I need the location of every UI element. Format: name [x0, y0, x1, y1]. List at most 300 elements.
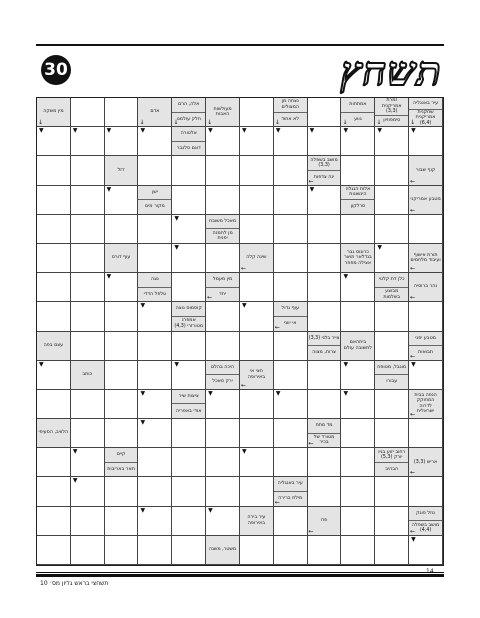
answer-cell[interactable]: [206, 302, 240, 331]
answer-cell[interactable]: [172, 419, 206, 448]
clue-text: קיים: [116, 452, 126, 458]
clue-cell: [274, 477, 308, 506]
answer-cell[interactable]: [240, 156, 274, 185]
answer-cell[interactable]: [375, 332, 409, 361]
answer-cell[interactable]: [341, 507, 375, 536]
answer-cell[interactable]: [138, 477, 172, 506]
puzzle-title: תשחץ: [340, 48, 442, 95]
answer-cell[interactable]: [409, 536, 443, 565]
answer-cell[interactable]: [37, 390, 71, 419]
clue-text: מטבע יפני: [415, 335, 436, 341]
answer-cell[interactable]: [206, 477, 240, 506]
answer-cell[interactable]: [375, 390, 409, 419]
clue-text: מין מעמל: [212, 277, 233, 283]
answer-cell[interactable]: [105, 390, 139, 419]
direction-arrow-icon: ▼: [309, 185, 315, 193]
footer-text: תשחצי בראש גליון מס׳ 10: [40, 580, 109, 587]
clue-text: נוזל פוגק: [416, 510, 435, 516]
direction-arrow-icon: ▼: [140, 506, 146, 514]
clue-text: מושב בשפלה (3,3): [310, 157, 338, 169]
clue-text: עוף גדול: [281, 306, 300, 312]
answer-cell[interactable]: [409, 127, 443, 156]
clue-cell: [341, 332, 375, 361]
answer-cell[interactable]: [172, 186, 206, 215]
clue-cell: [308, 332, 342, 361]
answer-cell[interactable]: [71, 302, 105, 331]
clue-text: מד מתח: [315, 423, 333, 429]
answer-cell[interactable]: [172, 244, 206, 273]
clue-direction-icon: ↓: [173, 119, 179, 127]
answer-cell[interactable]: [240, 477, 274, 506]
direction-arrow-icon: ▼: [411, 535, 416, 543]
answer-cell[interactable]: [240, 98, 274, 127]
clue-text: ביתהאם לתשובה עולם: [343, 340, 373, 351]
clue-cell: [206, 98, 240, 127]
answer-cell[interactable]: [240, 390, 274, 419]
answer-cell[interactable]: [37, 361, 71, 390]
answer-cell[interactable]: [341, 361, 375, 390]
direction-arrow-icon: ▼: [208, 506, 213, 514]
clue-cell: [240, 507, 274, 536]
direction-arrow-icon: ▼: [72, 477, 78, 485]
clue-text: אלה, הרם: [178, 102, 200, 108]
answer-cell[interactable]: [37, 273, 71, 302]
direction-arrow-icon: ▼: [174, 214, 179, 222]
clue-direction-icon: ←: [410, 177, 416, 185]
answer-cell[interactable]: [308, 273, 342, 302]
answer-cell[interactable]: [308, 302, 342, 331]
answer-cell[interactable]: [375, 215, 409, 244]
clue-cell: [409, 156, 443, 185]
answer-cell[interactable]: [375, 186, 409, 215]
clue-text: חצי אי באירופה: [247, 369, 265, 380]
footer-rule-thick: [36, 574, 444, 577]
answer-cell[interactable]: [138, 536, 172, 565]
direction-arrow-icon: ▼: [275, 389, 281, 397]
answer-cell[interactable]: [341, 273, 375, 302]
answer-cell[interactable]: [375, 244, 409, 273]
clue-text: עיר באנגליה: [277, 481, 303, 487]
answer-cell[interactable]: [409, 419, 443, 448]
clue-text: מבוצע בשלמות: [375, 287, 408, 302]
clue-text: מוגבל, מטופח: [377, 364, 407, 370]
answer-cell[interactable]: [138, 419, 172, 448]
clue-direction-icon: ←: [240, 381, 247, 389]
clue-cell: [409, 186, 443, 215]
clue-text: גווע: [341, 112, 374, 127]
answer-cell[interactable]: [105, 186, 139, 215]
clue-cell: [105, 244, 139, 273]
answer-cell[interactable]: [138, 507, 172, 536]
answer-cell[interactable]: [206, 186, 240, 215]
answer-cell[interactable]: [409, 302, 443, 331]
direction-arrow-icon: ▼: [275, 127, 281, 135]
answer-cell[interactable]: [37, 448, 71, 477]
answer-cell[interactable]: [37, 156, 71, 185]
answer-cell[interactable]: [308, 361, 342, 390]
clue-cell: [308, 507, 342, 536]
answer-cell[interactable]: [274, 419, 308, 448]
answer-cell[interactable]: [240, 215, 274, 244]
answer-cell[interactable]: [105, 98, 139, 127]
clue-text: שינה קלה: [246, 255, 267, 261]
answer-cell[interactable]: [240, 332, 274, 361]
clue-text: חלק עולמנו: [172, 112, 205, 127]
clue-text: צרות, מצוה: [308, 345, 341, 360]
clue-text: סרלקון: [341, 199, 374, 214]
clue-cell: [409, 98, 443, 127]
clue-text: תורת אישוף ועיבוד מלחמים: [410, 252, 441, 264]
clue-direction-icon: ←: [410, 411, 416, 419]
clue-direction-icon: ↓: [410, 119, 416, 127]
clue-text: מאכל משובח: [209, 218, 237, 224]
clue-direction-icon: ←: [410, 469, 416, 477]
clue-cell: [37, 332, 71, 361]
answer-cell[interactable]: [240, 448, 274, 477]
answer-cell[interactable]: [308, 127, 342, 156]
clue-cell: [409, 273, 443, 302]
clue-direction-icon: ↓: [342, 119, 348, 127]
clue-direction-icon: ↓: [274, 119, 280, 127]
page-number: 14: [426, 568, 434, 575]
answer-cell[interactable]: [375, 302, 409, 331]
clue-cell: [375, 98, 409, 127]
answer-cell[interactable]: [240, 186, 274, 215]
clue-cell: [375, 448, 409, 477]
clue-text: אלות הנגלה הינשונות: [345, 186, 371, 198]
direction-arrow-icon: ▼: [377, 127, 382, 135]
answer-cell[interactable]: [37, 477, 71, 506]
answer-cell[interactable]: [138, 156, 172, 185]
clue-cell: [341, 244, 375, 273]
direction-arrow-icon: ▼: [377, 243, 382, 251]
clue-direction-icon: ↓: [376, 119, 382, 127]
clue-text: מטבע אמריקני: [410, 196, 441, 202]
clue-text: זמרת אמריקנית (3,3): [381, 98, 402, 115]
clue-cell: [409, 390, 443, 419]
clue-text: ישן: [152, 189, 158, 195]
direction-arrow-icon: ▼: [174, 243, 179, 251]
clue-cell: [375, 361, 409, 390]
answer-cell[interactable]: [71, 215, 105, 244]
answer-cell[interactable]: [274, 127, 308, 156]
direction-arrow-icon: ▼: [411, 360, 416, 368]
direction-arrow-icon: ▼: [174, 360, 179, 368]
answer-cell[interactable]: [308, 390, 342, 419]
answer-cell[interactable]: [240, 419, 274, 448]
answer-cell[interactable]: [341, 215, 375, 244]
clue-cell: [206, 361, 240, 390]
answer-cell[interactable]: [71, 127, 105, 156]
answer-cell[interactable]: [308, 448, 342, 477]
answer-cell[interactable]: [172, 332, 206, 361]
clue-cell: [409, 448, 443, 477]
answer-cell[interactable]: [37, 215, 71, 244]
clue-direction-icon: ↓: [139, 119, 145, 127]
clue-text: דזל: [117, 167, 125, 173]
clue-cell: [138, 98, 172, 127]
answer-cell[interactable]: [274, 448, 308, 477]
answer-cell[interactable]: [240, 273, 274, 302]
direction-arrow-icon: ▼: [343, 389, 349, 397]
clue-text: יחד: [206, 287, 239, 302]
answer-cell[interactable]: [172, 448, 206, 477]
clue-text: קוף שבור: [415, 167, 436, 173]
puzzle-number: 30: [44, 60, 68, 80]
answer-cell[interactable]: [274, 332, 308, 361]
answer-cell[interactable]: [274, 215, 308, 244]
clue-text: הנפה בבית המחוקק לדרוה ישראלית: [414, 392, 437, 415]
clue-direction-icon: ←: [410, 206, 416, 214]
clue-cell: [274, 98, 308, 127]
clue-text: צייר בלגי (3,3): [308, 335, 340, 341]
answer-cell[interactable]: [172, 361, 206, 390]
direction-arrow-icon: ▼: [309, 127, 315, 135]
clue-cell: [206, 536, 240, 565]
answer-cell[interactable]: [375, 507, 409, 536]
clue-direction-icon: ←: [207, 294, 213, 302]
answer-cell[interactable]: [274, 507, 308, 536]
clue-text: טלפל הדדי: [138, 287, 171, 302]
clue-text: אי יווני: [274, 316, 307, 331]
clue-cell: [409, 507, 443, 536]
answer-cell[interactable]: [341, 302, 375, 331]
answer-cell[interactable]: [341, 448, 375, 477]
direction-arrow-icon: ▼: [39, 127, 44, 135]
answer-cell[interactable]: [71, 332, 105, 361]
answer-cell[interactable]: [206, 419, 240, 448]
answer-cell[interactable]: [172, 477, 206, 506]
answer-cell[interactable]: [37, 186, 71, 215]
answer-cell[interactable]: [240, 302, 274, 331]
answer-cell[interactable]: [105, 302, 139, 331]
direction-arrow-icon: ▼: [241, 448, 247, 456]
clue-text: אמתחות: [349, 102, 367, 108]
answer-cell[interactable]: [71, 390, 105, 419]
clue-cell: [308, 156, 342, 185]
answer-cell[interactable]: [206, 127, 240, 156]
answer-cell[interactable]: [240, 127, 274, 156]
clue-text: תבואות: [409, 345, 442, 360]
answer-cell[interactable]: [71, 536, 105, 565]
answer-cell[interactable]: [240, 536, 274, 565]
answer-cell[interactable]: [206, 244, 240, 273]
clue-text: הלוויב, הסעיפי: [38, 430, 69, 436]
clue-cell: [138, 273, 172, 302]
answer-cell[interactable]: [341, 156, 375, 185]
clue-direction-icon: ←: [274, 323, 280, 331]
direction-arrow-icon: ▼: [106, 127, 112, 135]
clue-cell: [105, 156, 139, 185]
clue-text: מין משקה: [43, 109, 64, 115]
answer-cell[interactable]: [274, 156, 308, 185]
answer-cell[interactable]: [37, 127, 71, 156]
clue-cell: [172, 98, 206, 127]
direction-arrow-icon: ▼: [140, 419, 146, 427]
clue-text: תאר באריבות: [105, 462, 138, 477]
answer-cell[interactable]: [138, 244, 172, 273]
clue-text: רחוב יזוע בניו יורק (5,3): [378, 449, 406, 461]
answer-cell[interactable]: [105, 536, 139, 565]
answer-cell[interactable]: [409, 361, 443, 390]
direction-arrow-icon: ▼: [39, 360, 44, 368]
clue-text: כותב: [82, 372, 93, 378]
answer-cell[interactable]: [71, 186, 105, 215]
answer-cell[interactable]: [375, 477, 409, 506]
answer-cell[interactable]: [71, 98, 105, 127]
answer-cell[interactable]: [105, 419, 139, 448]
answer-cell[interactable]: [341, 477, 375, 506]
clue-text: אריש (3,3): [413, 459, 438, 465]
answer-cell[interactable]: [206, 332, 240, 361]
clue-cell: [308, 419, 342, 448]
answer-cell[interactable]: [37, 507, 71, 536]
answer-cell[interactable]: [172, 215, 206, 244]
clue-cell: [341, 98, 375, 127]
answer-cell[interactable]: [308, 244, 342, 273]
answer-cell[interactable]: [308, 536, 342, 565]
answer-cell[interactable]: [37, 302, 71, 331]
answer-cell[interactable]: [172, 507, 206, 536]
clue-text: מקור מים: [138, 199, 171, 214]
answer-cell[interactable]: [308, 98, 342, 127]
answer-cell[interactable]: [71, 156, 105, 185]
answer-cell[interactable]: [274, 536, 308, 565]
answer-cell[interactable]: [71, 244, 105, 273]
answer-cell[interactable]: [172, 273, 206, 302]
direction-arrow-icon: ▼: [241, 127, 247, 135]
clue-cell: [37, 419, 71, 448]
answer-cell[interactable]: [409, 215, 443, 244]
clue-text: פח: [321, 517, 328, 523]
direction-arrow-icon: ▼: [343, 273, 349, 281]
clue-text: קוסמוס נוצה: [175, 306, 202, 312]
answer-cell[interactable]: [138, 302, 172, 331]
answer-cell[interactable]: [71, 273, 105, 302]
answer-cell[interactable]: [105, 477, 139, 506]
answer-cell[interactable]: [206, 156, 240, 185]
answer-cell[interactable]: [308, 477, 342, 506]
clue-cell: [409, 244, 443, 273]
answer-cell[interactable]: [172, 536, 206, 565]
answer-cell[interactable]: [105, 273, 139, 302]
clue-text: מושב בשפלה (4,4): [409, 520, 442, 535]
clue-text: עצם בפה: [43, 342, 64, 348]
answer-cell[interactable]: [375, 536, 409, 565]
answer-cell[interactable]: [138, 361, 172, 390]
answer-cell[interactable]: [105, 507, 139, 536]
clue-text: כרונוס גבר בנדלאר תואר אצילה מפוזר: [343, 249, 372, 266]
clue-cell: [409, 332, 443, 361]
clue-text: מילת ברירה: [274, 491, 307, 506]
answer-cell[interactable]: [172, 156, 206, 185]
answer-cell[interactable]: [341, 536, 375, 565]
answer-cell[interactable]: [274, 186, 308, 215]
answer-cell[interactable]: [274, 390, 308, 419]
direction-arrow-icon: ▼: [140, 302, 146, 310]
direction-arrow-icon: ▼: [208, 127, 213, 135]
clue-direction-icon: ←: [308, 440, 314, 448]
clue-direction-icon: ←: [308, 527, 314, 535]
clue-direction-icon: ←: [274, 498, 280, 506]
clue-text: מן לחמנה יפנית: [206, 228, 239, 243]
answer-cell[interactable]: [105, 332, 139, 361]
clue-text: ציצות שיר: [178, 393, 199, 399]
direction-arrow-icon: ▼: [343, 360, 349, 368]
clue-text: אודי באפריה: [172, 403, 205, 418]
answer-cell[interactable]: [341, 390, 375, 419]
answer-cell[interactable]: [138, 332, 172, 361]
answer-cell[interactable]: [105, 215, 139, 244]
clue-text: עיר באנגליה: [413, 100, 439, 106]
top-rule: [36, 44, 444, 46]
answer-cell[interactable]: [138, 127, 172, 156]
clue-direction-icon: ←: [240, 265, 247, 273]
answer-cell[interactable]: [206, 390, 240, 419]
answer-cell[interactable]: [105, 361, 139, 390]
answer-cell[interactable]: [274, 244, 308, 273]
answer-cell[interactable]: [206, 507, 240, 536]
answer-cell[interactable]: [71, 507, 105, 536]
clue-direction-icon: ←: [410, 294, 416, 302]
clue-text: נהר ברוסיה: [413, 284, 438, 290]
answer-cell[interactable]: [71, 448, 105, 477]
clue-text: עבורו: [375, 374, 408, 389]
clue-text: סימפוזיון: [375, 115, 408, 127]
answer-cell[interactable]: [37, 244, 71, 273]
answer-cell[interactable]: [138, 215, 172, 244]
answer-cell[interactable]: [138, 390, 172, 419]
footer-rule: [36, 572, 444, 573]
clue-cell: [172, 302, 206, 331]
answer-cell[interactable]: [37, 536, 71, 565]
clue-text: היכה בהלם: [210, 364, 235, 370]
clue-text: נצחה מן המצולים: [281, 99, 299, 110]
clue-text: אמפרנ מטורזרי (4,3): [172, 316, 205, 331]
answer-cell[interactable]: [71, 477, 105, 506]
clue-text: ינה צדפות: [308, 170, 341, 185]
answer-cell[interactable]: [274, 361, 308, 390]
answer-cell[interactable]: [375, 419, 409, 448]
answer-cell[interactable]: [308, 215, 342, 244]
clue-text: נצה: [150, 277, 159, 283]
clue-cell: [206, 215, 240, 244]
clue-cell: [240, 361, 274, 390]
clue-direction-icon: ←: [410, 265, 416, 273]
answer-cell[interactable]: [206, 448, 240, 477]
answer-cell[interactable]: [308, 186, 342, 215]
clue-text: מטורד של בכיר: [308, 433, 341, 448]
clue-cell: [37, 98, 71, 127]
direction-arrow-icon: ▼: [106, 185, 112, 193]
answer-cell[interactable]: [375, 156, 409, 185]
answer-cell[interactable]: [341, 127, 375, 156]
answer-cell[interactable]: [409, 477, 443, 506]
answer-cell[interactable]: [138, 448, 172, 477]
clue-direction-icon: ←: [410, 527, 416, 535]
answer-cell[interactable]: [71, 419, 105, 448]
clue-cell: [172, 390, 206, 419]
answer-cell[interactable]: [341, 419, 375, 448]
clue-direction-icon: ←: [308, 177, 314, 185]
answer-cell[interactable]: [274, 273, 308, 302]
answer-cell[interactable]: [105, 127, 139, 156]
answer-cell[interactable]: [375, 127, 409, 156]
direction-arrow-icon: ▼: [411, 127, 416, 135]
direction-arrow-icon: ▼: [140, 127, 146, 135]
crossword-grid: [36, 97, 444, 566]
clue-text: שחקנית אמריקנית (6,4): [409, 109, 442, 127]
